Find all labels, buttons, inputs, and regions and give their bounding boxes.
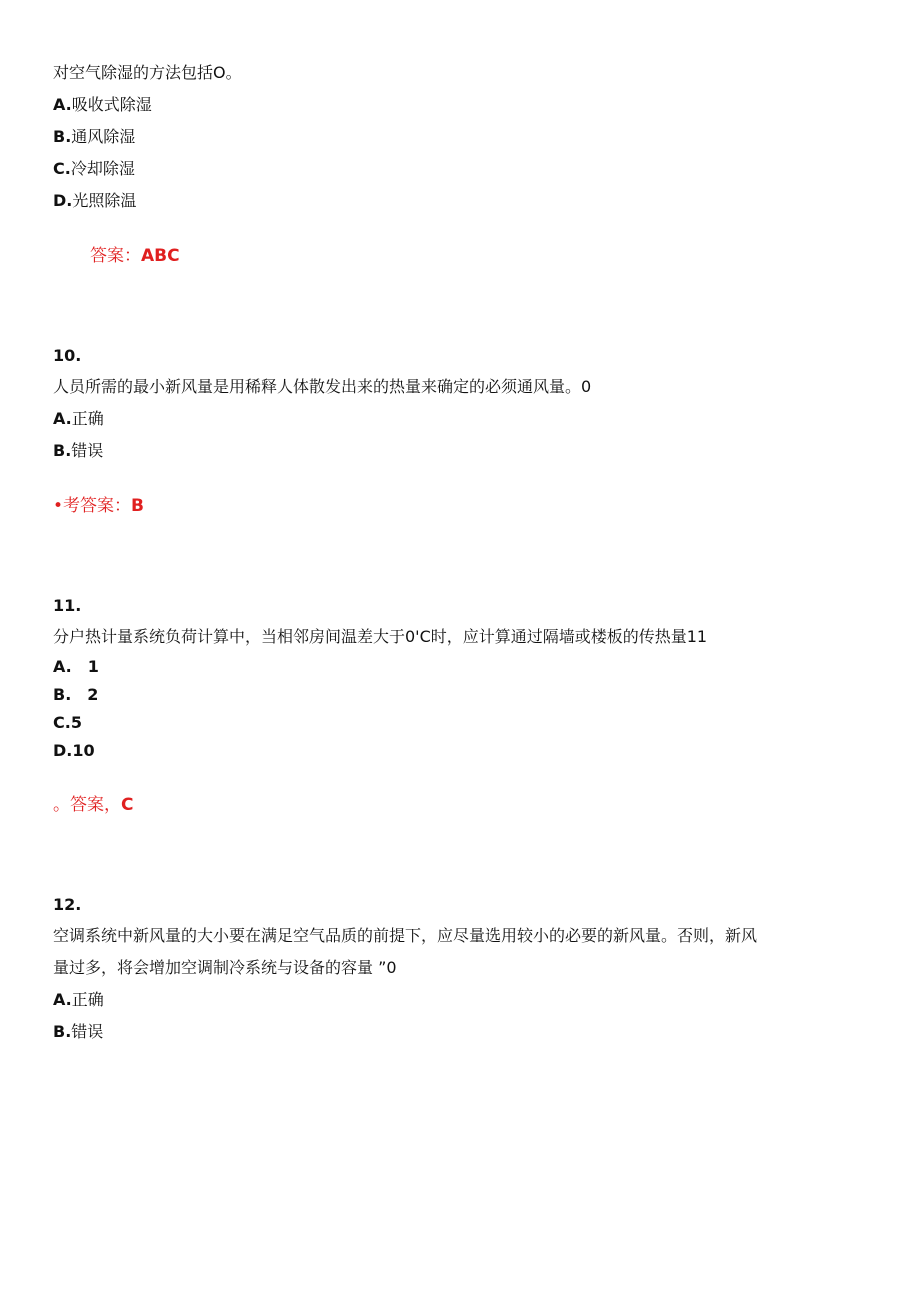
option-label: C.	[53, 713, 71, 732]
option-text: 错误	[71, 1022, 104, 1041]
answer-value: ABC	[141, 246, 180, 266]
answer-value: C	[121, 795, 134, 815]
option-label: B.	[53, 441, 72, 460]
q12-number: 12.	[53, 895, 82, 914]
q9-option-a	[53, 94, 152, 116]
option-label: C.	[53, 159, 71, 178]
q9-option-c	[53, 158, 135, 180]
option-text: 吸收式除湿	[71, 95, 152, 114]
option-text: 2	[87, 685, 99, 704]
q10-answer	[53, 495, 144, 517]
option-text: 正确	[71, 409, 104, 428]
q9-option-d	[53, 190, 136, 212]
option-label: B.	[53, 685, 72, 704]
option-label: B.	[53, 1022, 72, 1041]
option-label: B.	[53, 127, 72, 146]
option-text: 1	[87, 657, 99, 676]
answer-prefix: •考答案：	[53, 496, 132, 516]
q12-option-b	[53, 1021, 103, 1043]
q11-option-d	[53, 740, 95, 762]
q9-option-b	[53, 126, 135, 148]
option-text: 正确	[71, 990, 104, 1009]
q11-option-a	[53, 656, 99, 678]
q9-answer	[90, 245, 180, 267]
option-label: A.	[53, 657, 72, 676]
q10-option-b	[53, 440, 103, 462]
option-label: A.	[53, 990, 72, 1009]
q11-stem: 分户热计量系统负荷计算中，当相邻房间温差大于0'C时，应计算通过隔墙或楼板的传热量11	[53, 627, 708, 646]
q10-number: 10.	[53, 346, 82, 365]
q11-option-b	[53, 684, 98, 706]
option-label: D.	[53, 741, 73, 760]
option-text: 10	[72, 741, 95, 760]
q10-option-a	[53, 408, 104, 430]
option-text: 光照除温	[72, 191, 137, 210]
option-text: 冷却除湿	[70, 159, 135, 178]
q11-answer	[53, 794, 133, 816]
option-text: 错误	[71, 441, 104, 460]
q12-option-a	[53, 989, 104, 1011]
q11-option-c	[53, 712, 82, 734]
q9-stem: 对空气除湿的方法包括O。	[53, 63, 242, 82]
q11-number: 11.	[53, 596, 82, 615]
answer-prefix: 答案：	[90, 246, 141, 266]
option-text: 通风除湿	[71, 127, 136, 146]
option-label: A.	[53, 95, 72, 114]
option-label: A.	[53, 409, 72, 428]
answer-value: B	[131, 496, 144, 516]
option-label: D.	[53, 191, 73, 210]
option-text: 5	[70, 713, 82, 732]
q10-stem: 人员所需的最小新风量是用稀释人体散发出来的热量来确定的必须通风量。0	[53, 377, 592, 396]
q12-stem-line2: 量过多，将会增加空调制冷系统与设备的容量 ”0	[53, 958, 397, 977]
answer-prefix: 。答案，	[53, 795, 121, 815]
q12-stem-line1: 空调系统中新风量的大小要在满足空气品质的前提下，应尽量选用较小的必要的新风量。否则，新风	[53, 926, 758, 945]
